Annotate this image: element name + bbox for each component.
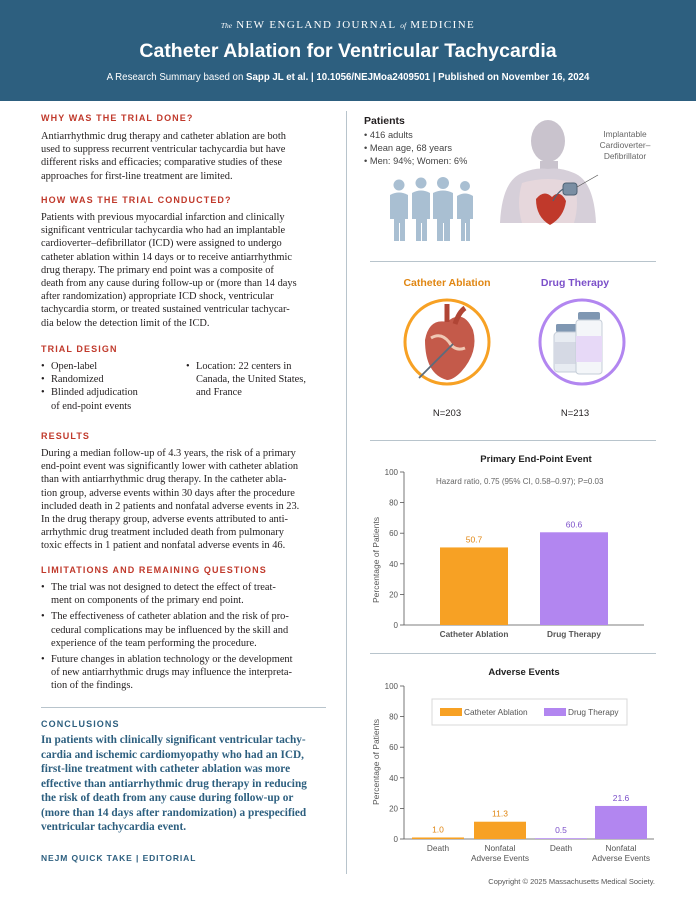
bar-value-label: 0.5 (555, 825, 567, 836)
page-title: Catheter Ablation for Ventricular Tachycardia (139, 40, 557, 62)
design-list (41, 360, 331, 413)
patients-heading: Patients (364, 115, 405, 127)
design-col-1 (41, 360, 186, 413)
results-heading: RESULTS (41, 431, 91, 441)
limitations-heading: LIMITATIONS AND REMAINING QUESTIONS (41, 565, 267, 575)
quick-take-link[interactable]: NEJM QUICK TAKE (41, 853, 133, 863)
copyright: Copyright © 2025 Massachusetts Medical Society. (488, 877, 655, 886)
bar-value-label: 1.0 (432, 824, 444, 835)
bar (412, 837, 464, 839)
citation-link[interactable]: Sapp JL et al. | 10.1056/NEJMoa2409501 | Published on November 16, 2024 (246, 72, 590, 83)
why-text: Antiarrhythmic drug therapy and catheter ablation are both used to suppress recurrent ventricular tachycardia but have different risks and efficacies; comparative studies of these approaches for first-line treatment are limited. (41, 131, 286, 182)
chart-title: Primary End-Point Event (480, 454, 592, 465)
x-tick-label: Catheter Ablation (439, 629, 509, 639)
design-col-2 (186, 360, 331, 413)
drug-bottle-icon (536, 294, 628, 390)
chart-legend (432, 699, 627, 725)
patients-people-icon (386, 177, 476, 243)
citation-line: A Research Summary based on Sapp JL et al. | 10.1056/NEJMoa2409501 | Published on November 16, 2024 (106, 72, 590, 83)
design-heading: TRIAL DESIGN (41, 344, 118, 354)
bar-value-label: 21.6 (612, 792, 630, 803)
design-item: • Blinded adjudication of end-point events (41, 386, 186, 412)
drug-group-label: Drug Therapy (540, 277, 610, 289)
bar-value-label: 60.6 (565, 519, 583, 530)
conclusions-text: In patients with clinically significant ventricular tachy- cardia and ischemic cardiomyopathy who had an ICD, first-line treatment with catheter ablation was more effective than antiarrhythmic drug therapy in reducing the risk of death from any cause during follow-up or (more than 14 days after randomization) a prespecified ventricular tachycardia event. (41, 734, 307, 833)
y-tick-label: 60 (389, 743, 398, 753)
y-tick-label: 0 (393, 835, 398, 844)
y-tick-label: 60 (389, 529, 398, 539)
conclusions-divider (41, 707, 326, 708)
y-tick-label: 40 (389, 559, 398, 569)
y-tick-label: 20 (389, 804, 398, 814)
icd-label: Implantable Cardioverter– Defibrillator (599, 129, 651, 161)
ablation-group-label: Catheter Ablation (403, 277, 491, 289)
section-divider (370, 440, 656, 441)
y-tick-label: 0 (393, 621, 398, 630)
adverse-events-chart (364, 662, 664, 868)
bar (440, 547, 508, 625)
y-tick-label: 40 (389, 773, 398, 783)
y-axis-label: Percentage of Patients (371, 516, 381, 604)
bar-value-label: 11.3 (492, 808, 508, 819)
column-divider (346, 111, 347, 874)
section-divider (370, 261, 656, 262)
section-divider (370, 653, 656, 654)
legend-swatch-ablation (440, 708, 462, 716)
how-heading: HOW WAS THE TRIAL CONDUCTED? (41, 195, 232, 205)
limitation-item: • The trial was not designed to detect the effect of treat- ment on components of the primary end point. (41, 581, 331, 607)
y-tick-label: 100 (384, 468, 398, 477)
bar (474, 822, 526, 839)
drug-n: N=213 (560, 408, 590, 419)
design-item: • Location: 22 centers in Canada, the United States, and France (186, 360, 331, 400)
patients-item: • Mean age, 68 years (364, 143, 453, 153)
design-item: • Open-label (41, 360, 186, 373)
y-tick-label: 80 (389, 498, 398, 508)
legend-swatch-drug (544, 708, 566, 716)
primary-endpoint-chart (364, 448, 664, 644)
chart-annotation: Hazard ratio, 0.75 (95% CI, 0.58–0.97); P=0.03 (436, 477, 604, 486)
limitations-list (41, 581, 331, 693)
results-text: During a median follow-up of 4.3 years, the risk of a primary end-point event was significantly lower with catheter ablation than with antiarrhythmic drug therapy. In the catheter abla- tion group, adverse events within 30 days after the procedure included death in 2 patients and nonfatal adverse events in 23. In the drug therapy group, adverse events attributed to anti- arrhythmic drug treatment included death from pulmonary toxic effects in 1 patient and nonfatal adverse events in 46. (41, 448, 300, 552)
design-item: • Randomized (41, 373, 186, 386)
y-tick-label: 100 (384, 682, 398, 691)
legend-label-ablation: Catheter Ablation (464, 707, 528, 717)
x-tick-label: Adverse Events (591, 853, 651, 863)
editorial-link[interactable]: EDITORIAL (142, 853, 197, 863)
ablation-n: N=203 (432, 408, 462, 419)
limitation-item: • Future changes in ablation technology or the development of new antiarrhythmic drugs may influence the interpreta- tion of the findings. (41, 653, 331, 693)
x-tick-label: Adverse Events (470, 853, 530, 863)
limitation-item: • The effectiveness of catheter ablation and the risk of pro- cedural complications may be influenced by the skill and experience of the team performing the procedure. (41, 610, 331, 650)
journal-name: The NEW ENGLAND JOURNAL of MEDICINE (220, 19, 476, 31)
how-text: Patients with previous myocardial infarction and clinically significant ventricular tachycardia who had an implantable cardioverter–defibrillator (ICD) were assigned to undergo catheter ablation within 14 days or to receive antiarrhythmic drug therapy. The primary end point was a composite of death from any cause during follow-up or (more than 14 days after randomization) appropriate ICD shock, ventricular tachycardia storm, or treated sustained ventricular tachycar- dia below the detection limit of the ICD. (41, 212, 297, 329)
heart-catheter-icon (401, 294, 493, 390)
x-tick-label: Death (549, 843, 573, 853)
x-tick-label: Drug Therapy (547, 629, 601, 639)
y-tick-label: 20 (389, 590, 398, 600)
y-axis-label: Percentage of Patients (371, 718, 381, 806)
x-tick-label: Death (426, 843, 450, 853)
legend-label-drug: Drug Therapy (568, 707, 619, 717)
bar (535, 838, 587, 839)
why-heading: WHY WAS THE TRIAL DONE? (41, 113, 194, 123)
patients-item: • Men: 94%; Women: 6% (364, 156, 468, 166)
bar-value-label: 50.7 (465, 534, 483, 545)
header-banner (0, 0, 696, 101)
conclusions-heading: CONCLUSIONS (41, 719, 120, 729)
y-tick-label: 80 (389, 712, 398, 722)
x-tick-label: Nonfatal (605, 843, 637, 853)
footer-links: NEJM QUICK TAKE | EDITORIAL (41, 853, 197, 863)
x-tick-label: Nonfatal (484, 843, 516, 853)
chart-title: Adverse Events (488, 667, 560, 678)
bar (540, 532, 608, 625)
bar (595, 806, 647, 839)
patients-list (364, 129, 467, 168)
patients-item: • 416 adults (364, 130, 413, 140)
